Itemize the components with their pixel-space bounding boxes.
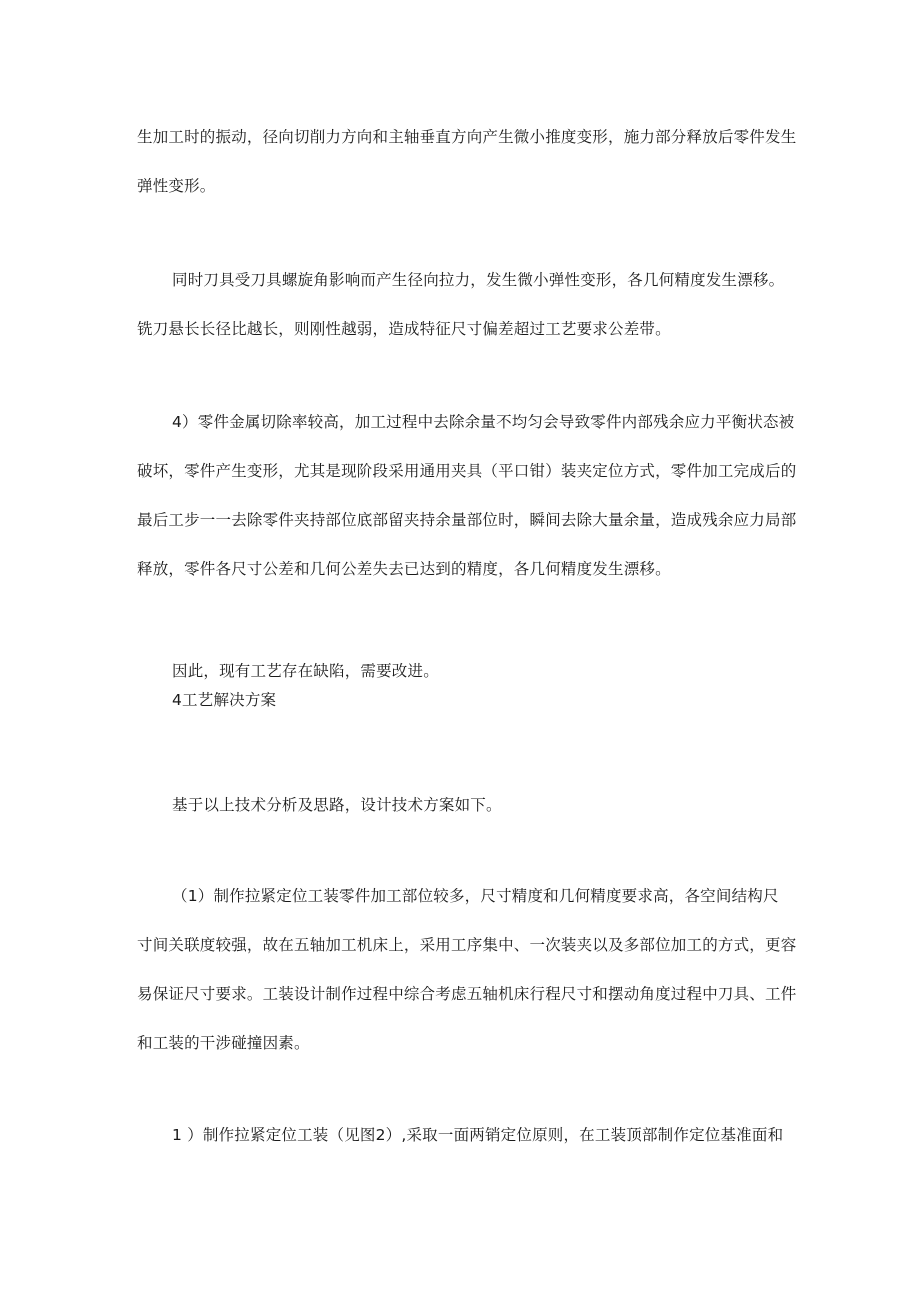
paragraph-line: 1 ）制作拉紧定位工装（见图2）,采取一面两销定位原则，在工装顶部制作定位基准面和 xyxy=(172,1126,784,1144)
text-line: 铣刀悬长长径比越长，则刚性越弱，造成特征尺寸偏差超过工艺要求公差带。 xyxy=(137,320,671,338)
text-line: 释放，零件各尺寸公差和几何公差失去已达到的精度，各几何精度发生漂移。 xyxy=(137,560,671,578)
paragraph-line: 同时刀具受刀具螺旋角影响而产生径向拉力，发生微小弹性变形，各几何精度发生漂移。 xyxy=(172,271,785,289)
text-line: 寸间关联度较强，故在五轴加工机床上，采用工序集中、一次装夹以及多部位加工的方式，更容 xyxy=(137,936,797,954)
paragraph-line: 基于以上技术分析及思路，设计技术方案如下。 xyxy=(172,796,502,814)
section-heading: 4工艺解决方案 xyxy=(172,691,277,709)
text-line: 破坏，零件产生变形，尤其是现阶段采用通用夹具（平口钳）装夹定位方式，零件加工完成后的 xyxy=(137,462,797,480)
paragraph-line: 因此，现有工艺存在缺陷，需要改进。 xyxy=(172,662,439,680)
text-line: 最后工步一一去除零件夹持部位底部留夹持余量部位时，瞬间去除大量余量，造成残余应力局部 xyxy=(137,511,797,529)
text-line: 弹性变形。 xyxy=(137,177,216,195)
paragraph-line: 4）零件金属切除率较高，加工过程中去除余量不均匀会导致零件内部残余应力平衡状态被 xyxy=(172,413,795,431)
text-line: 易保证尺寸要求。工装设计制作过程中综合考虑五轴机床行程尺寸和摆动角度过程中刀具、工件 xyxy=(137,985,797,1003)
text-line: 生加工时的振动，径向切削力方向和主轴垂直方向产生微小推度变形，施力部分释放后零件发生 xyxy=(137,128,797,146)
paragraph-line: （1）制作拉紧定位工装零件加工部位较多，尺寸精度和几何精度要求高，各空间结构尺 xyxy=(172,887,779,905)
text-line: 和工装的干涉碰撞因素。 xyxy=(137,1034,310,1052)
